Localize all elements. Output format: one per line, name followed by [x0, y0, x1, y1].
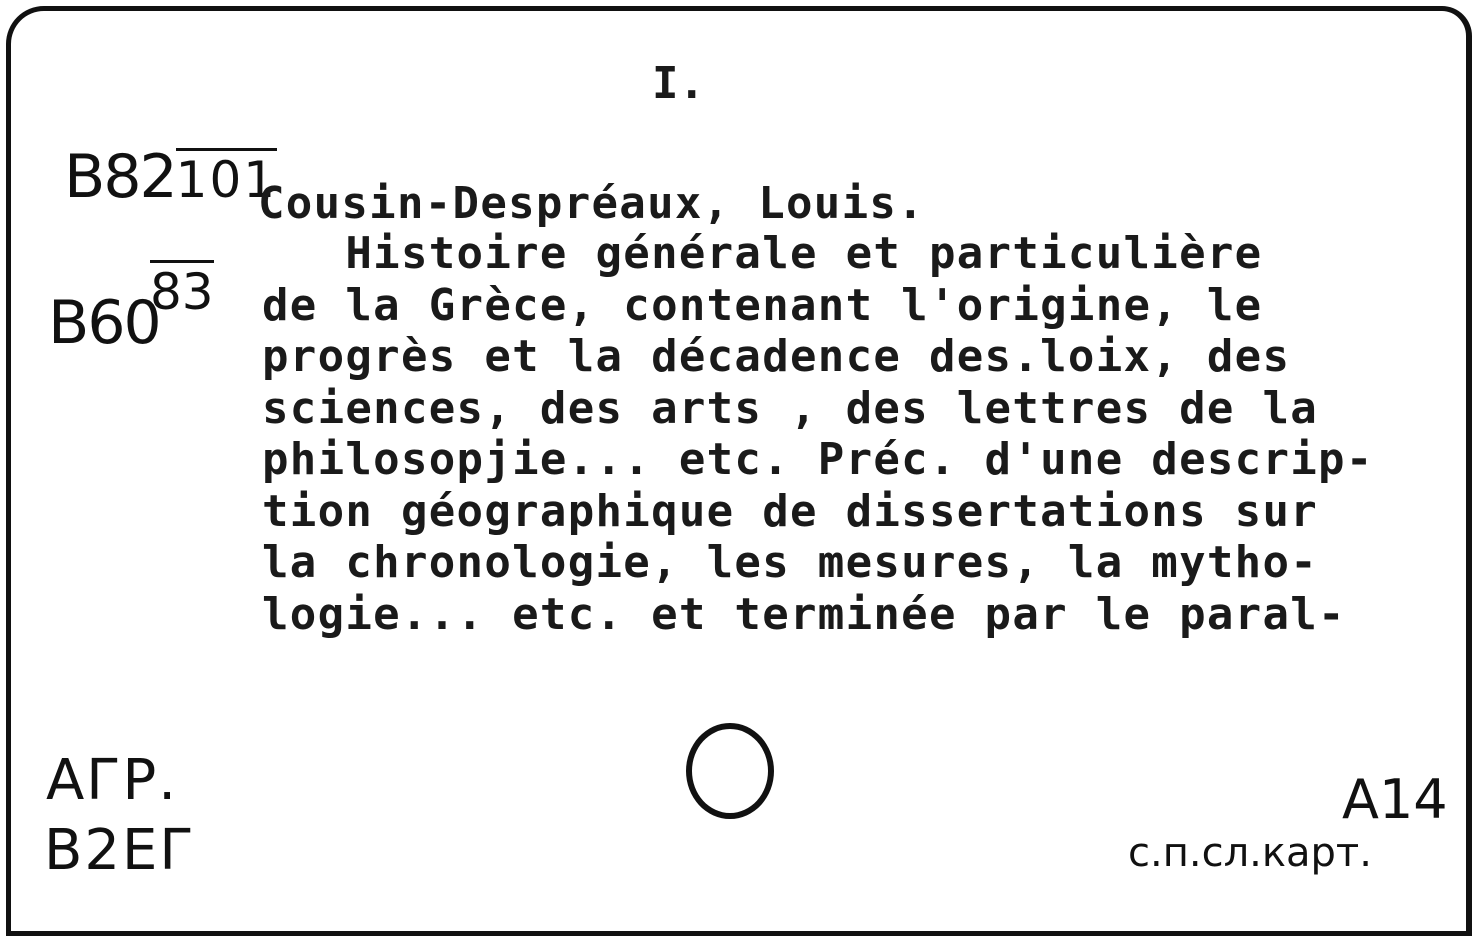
- card-number: I.: [652, 58, 705, 109]
- call-number-2: [14, 218, 160, 358]
- call-number-2-sub: 83: [150, 260, 214, 321]
- description-line: de la Grèce, contenant l'origine, le: [262, 279, 1263, 331]
- punch-hole: [686, 723, 774, 819]
- description-line: logie... etc. et terminée par le paral-: [262, 588, 1346, 640]
- corner-note: с.п.сл.карт.: [1128, 830, 1372, 876]
- description-line: philosopjie... etc. Préc. d'une descrip-: [262, 434, 1374, 485]
- call-number-1: [30, 72, 277, 212]
- description-line: Histoire générale et particulière: [262, 228, 1263, 279]
- call-number-1-main: B82: [64, 142, 176, 212]
- description-line: sciences, des arts , des lettres de la: [262, 382, 1319, 434]
- call-number-1-sub: 101: [176, 148, 277, 209]
- location-code-1: АГР.: [46, 748, 179, 813]
- description-text: [262, 228, 1374, 640]
- call-number-2-main: B60: [48, 288, 160, 358]
- author-heading: Cousin-Despréaux, Louis.: [258, 178, 925, 229]
- location-code-2: В2ЕГ: [44, 818, 196, 883]
- corner-code: А14: [1342, 768, 1448, 831]
- description-line: progrès et la décadence des.loix, des: [262, 331, 1291, 382]
- description-line: la chronologie, les mesures, la mytho-: [262, 537, 1319, 588]
- description-line: tion géographique de dissertations sur: [262, 485, 1319, 537]
